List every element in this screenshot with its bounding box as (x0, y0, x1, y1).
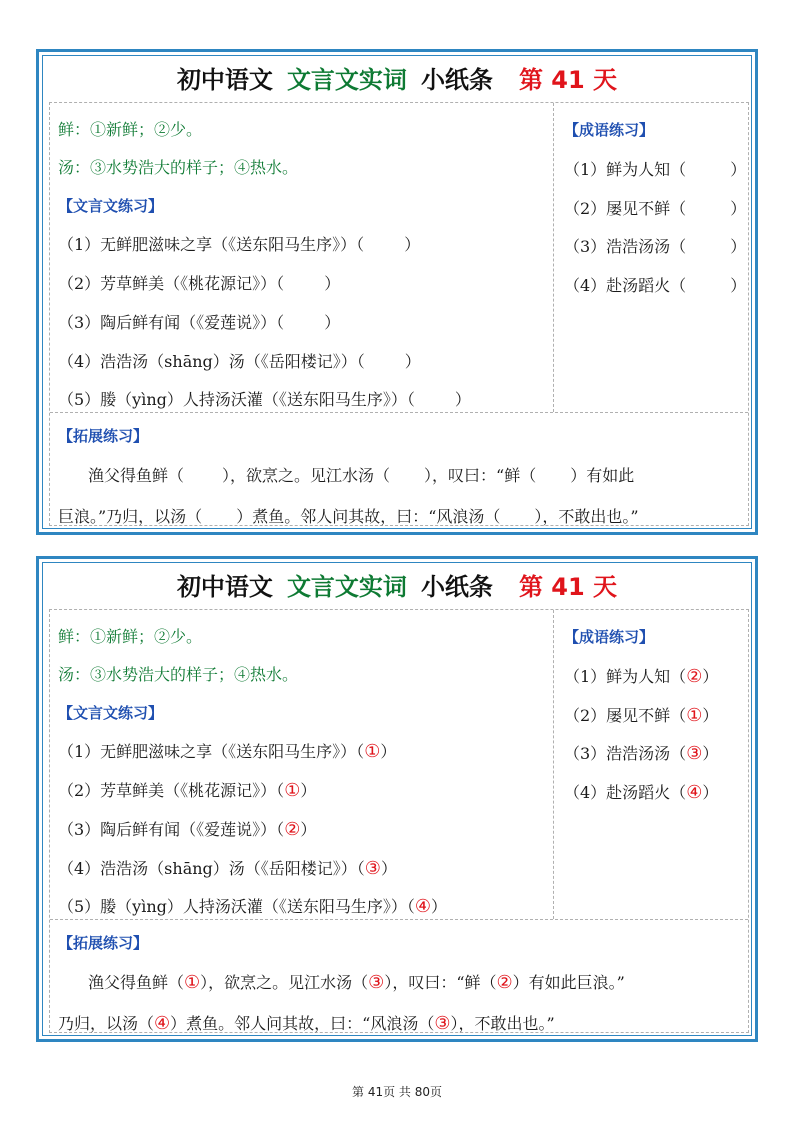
answer-mark: ③ (364, 858, 381, 879)
item-text: （1）鲜为人知（ (564, 667, 687, 686)
card-title (43, 567, 751, 607)
definition-xian: 鲜：①新鲜；②少。 (58, 120, 203, 139)
title-type: 小纸条 (420, 573, 493, 601)
worksheet-card-answers (36, 556, 758, 1042)
chengyu-item (564, 196, 746, 219)
chengyu-item (564, 664, 718, 687)
text-span: 巨浪。”乃归，以汤（ (58, 507, 203, 526)
item-text: （1）鲜为人知（ (564, 160, 687, 179)
tuozhan-paragraph-line2 (58, 504, 639, 527)
row-divider (50, 412, 748, 413)
wenyan-item (58, 310, 340, 333)
wenyan-item (58, 778, 316, 801)
close-paren: ） (702, 744, 719, 763)
chengyu-item (564, 273, 746, 296)
item-text: （2）芳草鲜美（《桃花源记》）（ (58, 274, 285, 293)
tuozhan-paragraph-line1 (88, 463, 634, 486)
card-title (43, 60, 751, 100)
answer-mark: ① (184, 972, 201, 993)
chengyu-item (564, 780, 718, 803)
section-chengyu-heading: 【成语练习】 (564, 628, 655, 646)
tuozhan-paragraph-line1 (88, 970, 625, 993)
definition-xian: 鲜：①新鲜；②少。 (58, 627, 203, 646)
section-wenyan-heading: 【文言文练习】 (58, 197, 164, 215)
answer-mark: ③ (368, 972, 385, 993)
answer-mark: ① (284, 780, 301, 801)
text-span: 乃归，以汤（ (58, 1014, 155, 1033)
item-text: （4）浩浩汤（shāng）汤（《岳阳楼记》）（ (58, 352, 365, 371)
row-divider (50, 919, 748, 920)
close-paren: ） (730, 237, 747, 256)
item-text: （1）无鲜肥滋味之享（《送东阳马生序》）（ (58, 742, 365, 761)
item-text: （5）媵（yìng）人持汤沃灌（《送东阳马生序》）（ (58, 897, 415, 916)
wenyan-item (58, 232, 420, 255)
close-paren: ） (702, 706, 719, 725)
text-span: 渔父得鱼鲜（ (88, 973, 185, 992)
chengyu-item (564, 234, 746, 257)
worksheet-card-blank (36, 49, 758, 535)
text-span: ），叹曰：“鲜（ (384, 973, 497, 992)
close-paren: ） (702, 667, 719, 686)
close-paren: ） (404, 235, 421, 254)
close-paren: ） (431, 897, 448, 916)
item-text: （2）屡见不鲜（ (564, 706, 687, 725)
close-paren: ） (730, 199, 747, 218)
answer-mark: ③ (686, 743, 703, 764)
content-grid (49, 102, 749, 526)
answer-mark: ④ (686, 782, 703, 803)
text-span: ），欲烹之。见江水汤（ (222, 466, 391, 485)
title-day: 第 41 天 (518, 66, 618, 94)
content-grid (49, 609, 749, 1033)
section-tuozhan-heading: 【拓展练习】 (58, 934, 149, 952)
tuozhan-paragraph-line2 (58, 1011, 555, 1034)
wenyan-item (58, 856, 397, 879)
wenyan-item (58, 271, 340, 294)
close-paren: ） (730, 160, 747, 179)
close-paren: ） (404, 352, 421, 371)
wenyan-item (58, 739, 396, 762)
close-paren: ） (730, 276, 747, 295)
close-paren: ） (324, 274, 341, 293)
column-divider (553, 610, 554, 919)
item-text: （2）芳草鲜美（《桃花源记》）（ (58, 781, 285, 800)
item-text: （4）赴汤蹈火（ (564, 783, 687, 802)
text-span: ），不敢出也。” (534, 507, 639, 526)
close-paren: ） (454, 390, 471, 409)
title-day: 第 41 天 (518, 573, 618, 601)
item-text: （2）屡见不鲜（ (564, 199, 687, 218)
wenyan-item (58, 817, 316, 840)
text-span: ）煮鱼。邻人问其故，曰：“风浪汤（ (236, 507, 501, 526)
item-text: （1）无鲜肥滋味之享（《送东阳马生序》）（ (58, 235, 365, 254)
chengyu-item (564, 157, 746, 180)
page-footer: 第 41页 共 80页 (352, 1085, 442, 1099)
text-span: ），欲烹之。见江水汤（ (200, 973, 369, 992)
close-paren: ） (380, 859, 397, 878)
wenyan-item (58, 894, 447, 917)
title-subject: 初中语文 (176, 66, 273, 94)
card-inner-border (42, 562, 752, 1036)
text-span: 渔父得鱼鲜（ (88, 466, 185, 485)
text-span: ）煮鱼。邻人问其故，曰：“风浪汤（ (170, 1014, 435, 1033)
item-text: （3）浩浩汤汤（ (564, 237, 687, 256)
title-type: 小纸条 (420, 66, 493, 94)
text-span: ）有如此 (570, 466, 635, 485)
wenyan-item (58, 387, 471, 410)
text-span: ），不敢出也。” (450, 1014, 555, 1033)
title-topic: 文言文实词 (286, 66, 407, 94)
answer-mark: ② (284, 819, 301, 840)
item-text: （3）浩浩汤汤（ (564, 744, 687, 763)
item-text: （4）浩浩汤（shāng）汤（《岳阳楼记》）（ (58, 859, 365, 878)
close-paren: ） (300, 781, 317, 800)
section-wenyan-heading: 【文言文练习】 (58, 704, 164, 722)
close-paren: ） (300, 820, 317, 839)
definition-tang: 汤：③水势浩大的样子；④热水。 (58, 665, 299, 684)
text-span: ），叹曰：“鲜（ (424, 466, 537, 485)
answer-mark: ② (686, 666, 703, 687)
chengyu-item (564, 703, 718, 726)
answer-mark: ① (686, 705, 703, 726)
close-paren: ） (324, 313, 341, 332)
answer-mark: ④ (414, 896, 432, 917)
item-text: （3）陶后鲜有闻（《爱莲说》）（ (58, 820, 285, 839)
title-subject: 初中语文 (176, 573, 273, 601)
wenyan-item (58, 349, 421, 372)
answer-mark: ① (364, 741, 381, 762)
close-paren: ） (380, 742, 397, 761)
section-chengyu-heading: 【成语练习】 (564, 121, 655, 139)
text-span: ）有如此巨浪。” (512, 973, 625, 992)
item-text: （4）赴汤蹈火（ (564, 276, 687, 295)
item-text: （5）媵（yìng）人持汤沃灌（《送东阳马生序》）（ (58, 390, 415, 409)
answer-mark: ③ (434, 1013, 451, 1034)
title-topic: 文言文实词 (286, 573, 407, 601)
card-inner-border (42, 55, 752, 529)
chengyu-item (564, 741, 718, 764)
section-tuozhan-heading: 【拓展练习】 (58, 427, 149, 445)
close-paren: ） (702, 783, 719, 802)
column-divider (553, 103, 554, 412)
item-text: （3）陶后鲜有闻（《爱莲说》）（ (58, 313, 285, 332)
definition-tang: 汤：③水势浩大的样子；④热水。 (58, 158, 299, 177)
answer-mark: ② (496, 972, 513, 993)
answer-mark: ④ (154, 1013, 171, 1034)
